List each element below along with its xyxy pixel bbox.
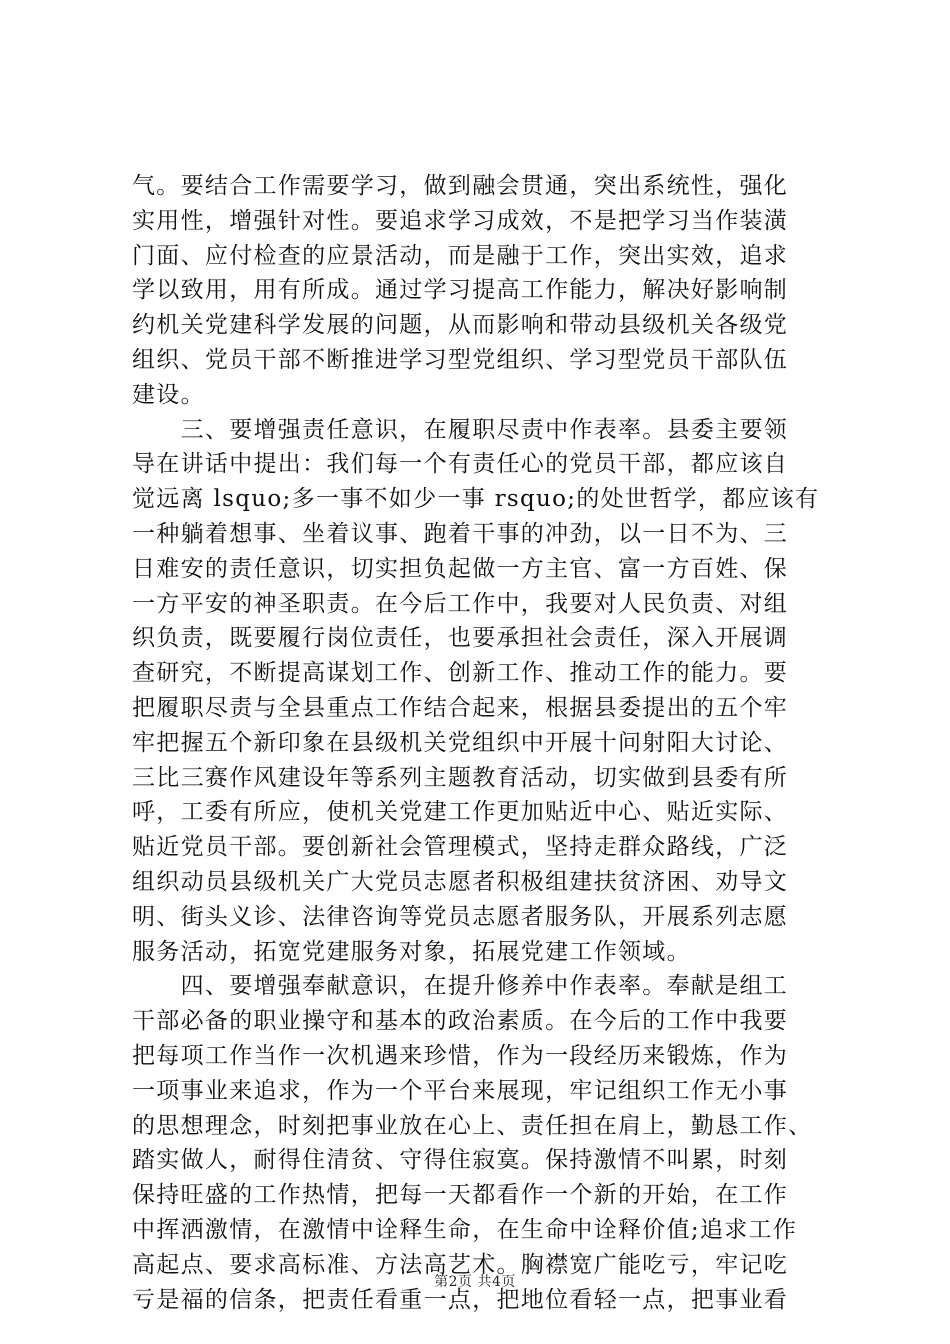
text-line: 一方平安的神圣职责。在今后工作中，我要对人民负责、对组 — [132, 590, 789, 617]
text-line: 觉远离 lsquo;多一事不如少一事 rsquo;的处世哲学，都应该有 — [132, 486, 820, 513]
text-line: 建设。 — [132, 381, 205, 408]
text-line: 门面、应付检查的应景活动，而是融于工作，突出实效，追求 — [132, 242, 789, 269]
text-line: 组织、党员干部不断推进学习型党组织、学习型党员干部队伍 — [132, 346, 789, 373]
body-text — [132, 169, 852, 1317]
text-line: 牢把握五个新印象在县级机关党组织中开展十问射阳大讨论、 — [132, 729, 789, 756]
text-line: 导在讲话中提出：我们每一个有责任心的党员干部，都应该自 — [132, 451, 789, 478]
text-line: 保持旺盛的工作热情，把每一天都看作一个新的开始，在工作 — [132, 1182, 789, 1209]
text-line: 日难安的责任意识，切实担负起做一方主官、富一方百姓、保 — [132, 555, 789, 582]
text-line: 实用性，增强针对性。要追求学习成效，不是把学习当作装潢 — [132, 207, 789, 234]
page-footer: 第2页 共4页 — [434, 1274, 516, 1290]
text-line: 三、要增强责任意识，在履职尽责中作表率。县委主要领 — [132, 416, 789, 443]
text-line: 查研究，不断提高谋划工作、创新工作、推动工作的能力。要 — [132, 660, 789, 687]
text-line: 一项事业来追求，作为一个平台来展现，牢记组织工作无小事 — [132, 1077, 789, 1104]
text-line: 把履职尽责与全县重点工作结合起来，根据县委提出的五个牢 — [132, 694, 789, 721]
text-line: 高起点、要求高标准、方法高艺术。胸襟宽广能吃亏，牢记吃 — [132, 1251, 789, 1278]
text-line: 中挥洒激情，在激情中诠释生命，在生命中诠释价值;追求工作 — [132, 1216, 798, 1243]
text-line: 的思想理念，时刻把事业放在心上、责任担在肩上，勤恳工作、 — [132, 1112, 813, 1139]
text-line: 踏实做人，耐得住清贫、守得住寂寞。保持激情不叫累，时刻 — [132, 1147, 789, 1174]
text-line: 一种躺着想事、坐着议事、跑着干事的冲劲，以一日不为、三 — [132, 520, 789, 547]
text-line: 干部必备的职业操守和基本的政治素质。在今后的工作中我要 — [132, 1008, 789, 1035]
text-line: 亏是福的信条，把责任看重一点，把地位看轻一点，把事业看 — [132, 1286, 789, 1313]
text-line: 呼，工委有所应，使机关党建工作更加贴近中心、贴近实际、 — [132, 799, 789, 826]
text-line: 服务活动，拓宽党建服务对象，拓展党建工作领域。 — [132, 938, 691, 965]
text-line: 学以致用，用有所成。通过学习提高工作能力，解决好影响制 — [132, 277, 789, 304]
text-line: 三比三赛作风建设年等系列主题教育活动，切实做到县委有所 — [132, 764, 789, 791]
text-line: 织负责，既要履行岗位责任，也要承担社会责任，深入开展调 — [132, 625, 789, 652]
text-line: 明、街头义诊、法律咨询等党员志愿者服务队，开展系列志愿 — [132, 903, 789, 930]
text-line: 贴近党员干部。要创新社会管理模式，坚持走群众路线，广泛 — [132, 834, 789, 861]
text-line: 四、要增强奉献意识，在提升修养中作表率。奉献是组工 — [132, 973, 789, 1000]
text-line: 把每项工作当作一次机遇来珍惜，作为一段经历来锻炼，作为 — [132, 1042, 789, 1069]
text-line: 组织动员县级机关广大党员志愿者积极组建扶贫济困、劝导文 — [132, 868, 789, 895]
text-line: 气。要结合工作需要学习，做到融会贯通，突出系统性，强化 — [132, 173, 789, 199]
text-line: 约机关党建科学发展的问题，从而影响和带动县级机关各级党 — [132, 312, 789, 339]
